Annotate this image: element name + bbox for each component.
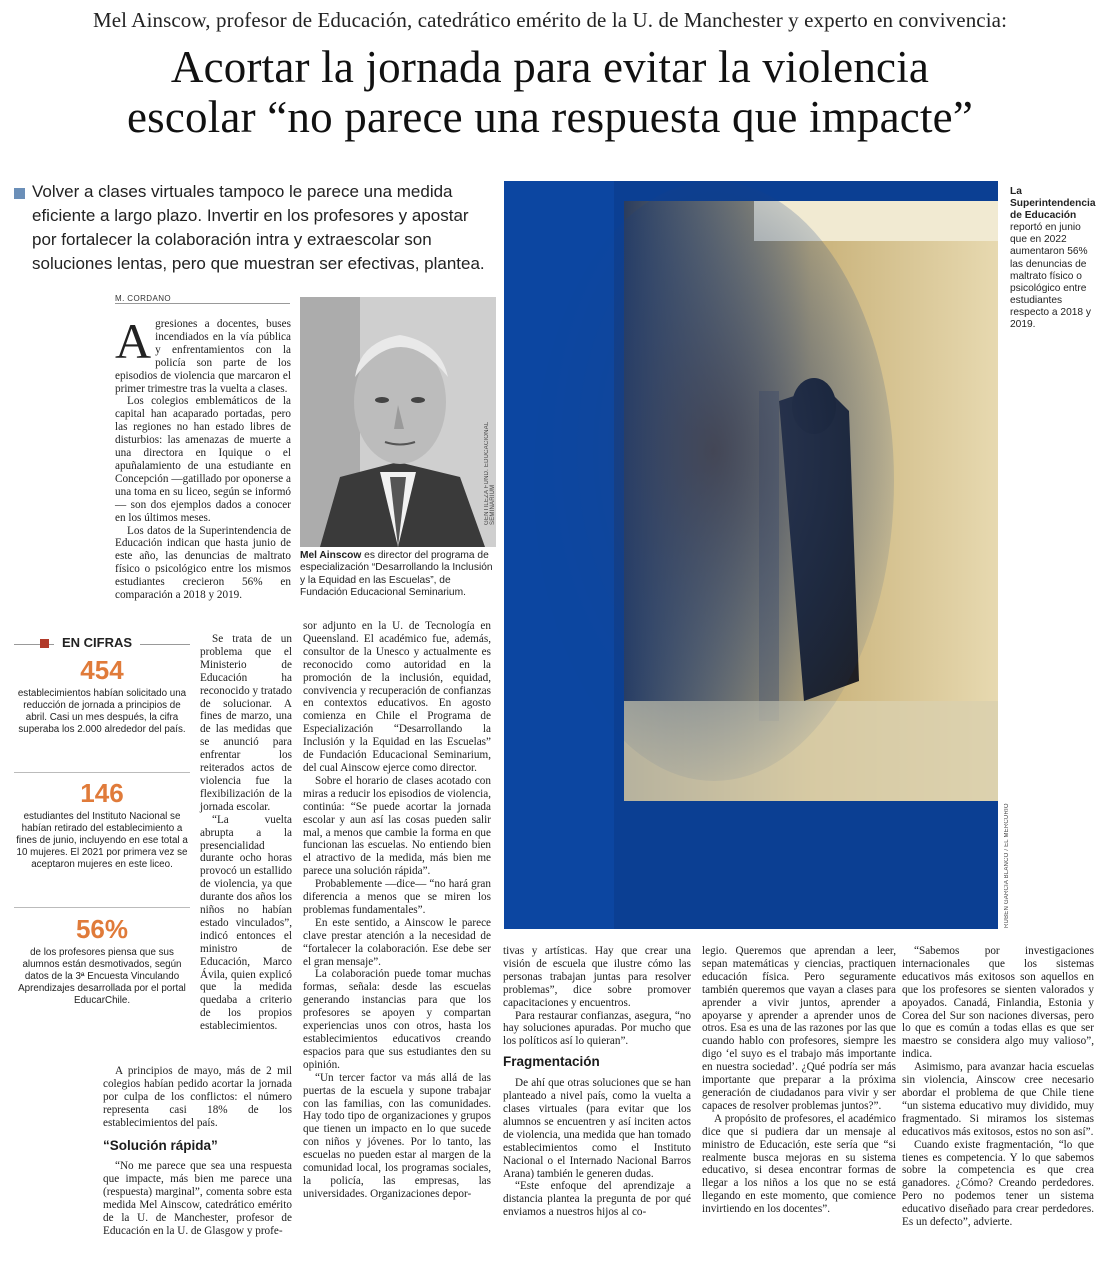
paragraph: De ahí que otras soluciones que se han planteado a nivel país, como la vuelta a clases virtuales (para evitar que los alumnos se encuentren y así inciten actos de violencia, una medida que han tomado establecimientos como el Instituto Nacional o el Internado Nacional Barros Arana) también le generen dudas. [503,1077,691,1180]
main-photo-credit: RUBEN GARCIA BLANCO / EL MERCURIO [1004,803,1010,928]
stat-text: estudiantes del Instituto Nacional se habían retirado del establecimiento a fines de junio, incluyendo en ese total a 10 mujeres. El 2021 por primera vez se aceptaron mujeres en este liceo. [16,811,188,870]
portrait-caption [300,550,496,600]
main-photo-illustration [504,181,998,929]
paragraph: A principios de mayo, más de 2 mil colegios habían pedido acortar la jornada por culpa de los conflictos: el número representa casi 18% de los establecimientos del país. [103,1065,292,1129]
caption-text: es director del programa de especialización “Desarrollando la Inclusión y la Equidad en las Escuelas”, de Fundación Educacional Seminarium. [300,550,493,599]
subhead-solucion-rapida: “Solución rápida” [103,1137,218,1153]
paragraph: A propósito de profesores, el académico dice que si pudiera dar un mensaje al ministro de Educación, este sería que “si realmente busca mejoras en su sistema educativo, si desea encontrar formas de llegar a los niños a los que no se está llegando en este momento, que comience invirtiendo en los docentes”. [702,1112,896,1216]
article-column-4 [503,945,691,1219]
deck: Volver a clases virtuales tampoco le parece una medida eficiente a largo plazo. Invertir en los profesores y apostar por fortalecer la colaboración intra y extraescolar son soluciones lentas, pero que muestran ser efectivas, plantea. [32,182,485,273]
paragraph: Para restaurar confianzas, asegura, “no hay soluciones apuradas. Por mucho que los políticos así lo quieran”. [503,1009,691,1048]
byline: M. CORDANO [115,294,171,303]
cifras-title: EN CIFRAS [54,635,140,650]
portrait-illustration [300,297,496,547]
dropcap: A [115,313,152,369]
side-caption [1010,186,1098,331]
portrait-credit: GENTILEZA FUND. EDUCACIONAL SEMINARIUM [484,421,496,525]
article-column-1 [115,313,291,602]
paragraph: Probablemente —dice— “no hará gran diferencia a menos que se miren los problemas fundamentales”. [303,878,491,916]
caption-name: Mel Ainscow [300,550,362,561]
headline [0,42,1100,142]
stat-text: establecimientos habían solicitado una reducción de jornada a principios de abril. Casi un mes después, la cifra superaba los 2.000 alrededor del país. [17,688,187,735]
paragraph: “Este enfoque del aprendizaje a distancia plantea la pregunta de por qué enviamos a nuestros hijos al co- [503,1180,691,1219]
lead-text: gresiones a docentes, buses incendiados en la vía pública y enfrentamientos con la policía son parte de los episodios de violencia que marcaron el primer trimestre tras la vuelta a clases. [115,318,291,395]
paragraph: Los datos de la Superintendencia de Educación indican que hasta junio de este año, las denuncias de maltrato físico o psicológico entre los mismos estudiantes crecieron 56% en comparación a 2018 y 2019. [115,524,291,602]
paragraph: “La vuelta abrupta a la presencialidad durante ocho horas provocó un estallido de violencia, ya que durante dos años los niños no habían estado vinculados”, indicó entonces el ministro de Educación, Marco Ávila, quien explicó que la medida quedaba a criterio de los propios establecimientos. [200,813,292,1033]
stat-number: 454 [80,655,124,685]
paragraph: sor adjunto en la U. de Tecnología en Queensland. El académico fue, además, consultor de la Unesco y actualmente es reconocido como autoridad en la promoción de la inclusión, equidad, convivencia y recuperación de confianzas en contextos educativos. En agosto comienza en Chile el Programa de Especialización “Desarrollando la Inclusión y la Equidad en las Escuelas” de Fundación Educacional Seminarium, del cual Ainscow ejerce como director. [303,620,491,774]
paragraph: “Un tercer factor va más allá de las puertas de la escuela y supone trabajar con las familias, con las comunidades. Hay todo tipo de organizaciones y grupos que tienen un impacto en lo que sucede con niños y jóvenes. Por lo tanto, las escuelas no pueden estar al margen de la comunidad local, los programas sociales, la policía, las empresas, las universidades. Organizaciones depor- [303,1071,491,1200]
article-column-2a [200,633,292,1033]
subhead-fragmentacion: Fragmentación [503,1054,600,1070]
headline-line-1: Acortar la jornada para evitar la violencia [170,42,930,92]
main-photo [504,181,998,929]
kicker: Mel Ainscow, profesor de Educación, catedrático emérito de la U. de Manchester y experto en convivencia: [92,8,1007,32]
paragraph: En este sentido, a Ainscow le parece clave prestar atención a la necesidad de “fortalecer la colaboración. Ese debe ser el gran mensaje”. [303,916,491,968]
stat-number: 56% [75,914,129,944]
article-column-5 [702,945,896,1216]
stat-divider [14,772,190,773]
portrait-photo [300,297,496,547]
article-column-2b [103,1065,292,1238]
lead-paragraph [115,313,291,395]
byline-rule [115,303,290,304]
stat-number: 146 [80,778,124,808]
paragraph: Se trata de un problema que el Ministerio de Educación ha reconocido y tratado de solucionar. A fines de marzo, una de las medidas que se anunció para enfrentar los reiterados actos de violencia fue la flexibilización de la jornada escolar. [200,633,292,813]
article-column-3 [303,620,491,1201]
paragraph: Asimismo, para avanzar hacia escuelas sin violencia, Ainscow cree necesario abordar el problema de que Chile tiene “un sistema educativo muy dividido, muy fragmentado. Si miramos los sistemas educativos más exitosos, estos no son así”. [902,1061,1094,1138]
paragraph: tivas y artísticas. Hay que crear una visión de escuela que ilustre cómo las personas trabajan juntas para resolver problemas”, dice sobre promover capacitaciones y encuentros. [503,945,691,1009]
stat-text: de los profesores piensa que sus alumnos están desmotivados, según datos de la 3ª Encuesta Vinculando Aprendizajes desarrollada por el portal EducarChile. [18,947,186,1006]
paragraph: “Sabemos por investigaciones internacionales que los sistemas educativos más exitosos son aquellos en que los profesores se sienten valorados y apoyados. Canadá, Finlandia, Estonia y Corea del Sur son naciones diversas, pero lo que es común a todas ellas es que ser maestro se considera algo muy valioso”, indica. [902,945,1094,1061]
paragraph: “No me parece que sea una respuesta que impacte, más bien me parece una (respuesta) marginal”, comenta sobre esta medida Mel Ainscow, catedrático emérito de la U. de Manchester, profesor de Educación en la U. de Glasgow y profe- [103,1160,292,1237]
paragraph: Los colegios emblemáticos de la capital han acaparado portadas, pero las regiones no han estado libres de disturbios: las amenazas de muerte a una directora en Iquique o el apuñalamiento de una estudiante en Concepción —gatillado por oponerse a una toma en su liceo, según se informó— son dos ejemplos dados a conocer en los últimos meses. [115,395,291,524]
side-caption-bold: La Superintendencia de Educación [1010,186,1096,222]
headline-line-2: escolar “no parece una respuesta que impacte” [126,92,974,142]
side-caption-text: reportó en junio que en 2022 aumentaron 56% las denuncias de maltrato físico o psicológico entre estudiantes respecto a 2018 y 2019. [1010,222,1091,331]
stat-divider [14,907,190,908]
paragraph: Cuando existe fragmentación, “lo que tienes es competencia. Y lo que sabemos sobre la competencia es que crea ganadores. ¿Cómo? Creando perdedores. Pero no podemos tener un sistema educativo diseñado para crear perdedores. Es un defecto”, advierte. [902,1138,1094,1229]
paragraph: legio. Queremos que aprendan a leer, sepan matemáticas y ciencias, practiquen educación física. Pero seguramente también queremos que vayan a clases para aprender a vivir juntos, aprender a apoyarse y aprender a aprender unos de otros. Esa es una de las razones por las que cuando hablo con profesores, siempre les digo ‘el suyo es el trabajo más importante en nuestra sociedad’. ¿Qué podría ser más importante que preparar a la próxima generación de ciudadanos para vivir y ser capaces de resolver problemas juntos?”. [702,945,896,1112]
article-column-6 [902,945,1094,1229]
paragraph: Sobre el horario de clases acotado con miras a reducir los episodios de violencia, continúa: “Se puede acortar la jornada escolar y aun así las cosas pueden salir mal, a menos que cambie la forma en que funcionan las escuelas. No entiendo bien el atractivo de la medida, más bien me parece una solución rápida”. [303,774,491,878]
paragraph: La colaboración puede tomar muchas formas, señala: desde las escuelas generando instancias para que los profesores se apoyen y compartan experiencias unos con otros, hasta los establecimientos educativos creando espacios para que sus estudiantes den su opinión. [303,968,491,1071]
cifras-marker-icon [40,639,49,648]
deck-bullet-icon [14,188,25,199]
